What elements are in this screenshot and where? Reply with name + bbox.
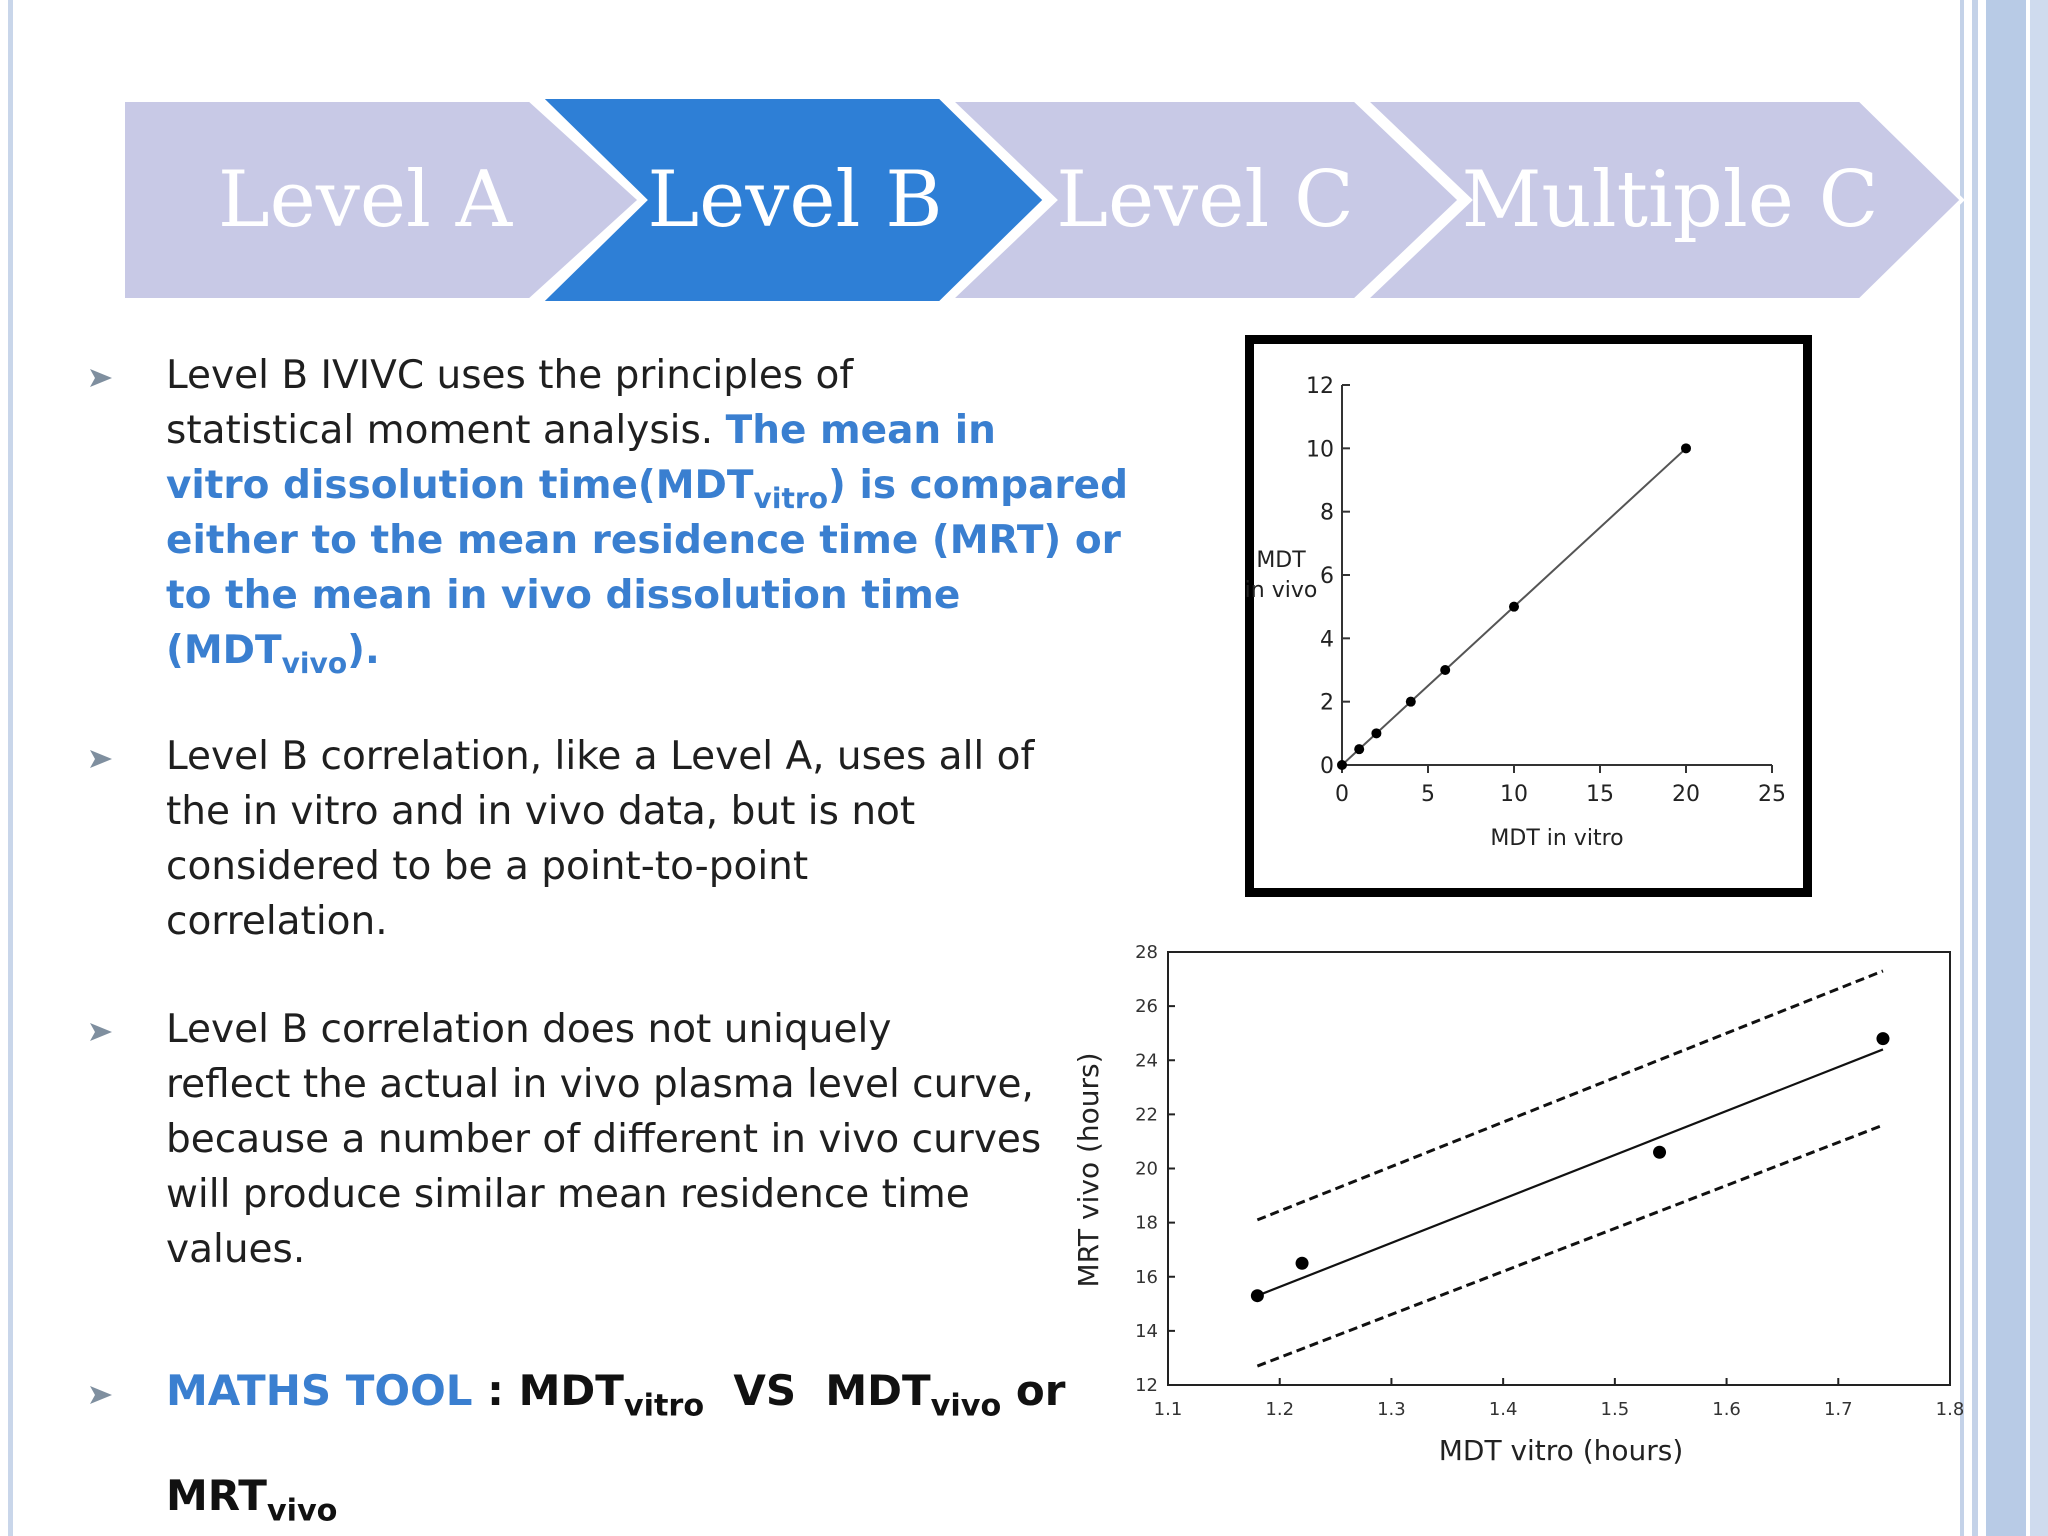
bullet-1-line-3 <box>166 458 1128 513</box>
x-tick-label: 1.1 <box>1153 1399 1183 1420</box>
plot-frame <box>1168 952 1950 1385</box>
chevron-label-level-c: Level C <box>1056 155 1354 245</box>
x-tick-label: 1.3 <box>1377 1399 1406 1420</box>
y-tick-label: 10 <box>1306 437 1334 463</box>
chart-top-svg <box>1245 335 1812 897</box>
term-mrt-vivo: MRT <box>166 1471 267 1520</box>
x-tick-label: 10 <box>1500 782 1528 807</box>
y-tick-label: 24 <box>1135 1050 1158 1072</box>
term-mdt-vitro: MDT <box>518 1366 624 1415</box>
x-tick-label: 20 <box>1672 782 1700 807</box>
y-tick-label: 4 <box>1320 627 1334 653</box>
data-point <box>1371 728 1381 738</box>
bullet-1-line-5: to the mean in vivo dissolution time <box>166 573 961 618</box>
bullet-arrow-icon <box>88 746 114 772</box>
bullet-3-line-2: reflect the actual in vivo plasma level curve, <box>166 1062 1034 1107</box>
y-axis-label: MRT vivo (hours) <box>1072 1052 1105 1288</box>
x-axis-label: MDT vitro (hours) <box>1438 1434 1684 1465</box>
x-tick-label: 15 <box>1586 782 1614 807</box>
bullet-1-highlight: ). <box>347 628 380 673</box>
bullet-1-highlight: (MDT <box>166 628 282 673</box>
subscript-vivo: vivo <box>930 1388 1002 1424</box>
bullet-1-text: statistical moment analysis. <box>166 408 726 453</box>
subscript-vivo: vivo <box>281 646 348 680</box>
data-point <box>1509 602 1519 612</box>
data-point <box>1440 665 1450 675</box>
x-axis-label: MDT in vitro <box>1490 826 1624 851</box>
y-tick-label: 28 <box>1135 942 1158 963</box>
y-tick-label: 14 <box>1135 1320 1158 1342</box>
vs-text: VS <box>704 1366 826 1415</box>
bullet-1-highlight: The mean in <box>725 408 996 453</box>
chevron-label-multiple-c: Multiple C <box>1461 155 1879 245</box>
data-point <box>1251 1289 1264 1302</box>
bullet-3-line-5: values. <box>166 1227 306 1272</box>
x-tick-label: 25 <box>1758 782 1786 807</box>
data-point <box>1406 697 1416 707</box>
x-tick-label: 1.7 <box>1823 1399 1853 1420</box>
data-point <box>1337 760 1347 770</box>
x-tick-label: 1.8 <box>1935 1399 1965 1420</box>
bullet-2-line-3: considered to be a point-to-point <box>166 844 809 889</box>
maths-tool-label: MATHS TOOL <box>166 1366 473 1415</box>
bullet-3-line-3: because a number of different in vivo curves <box>166 1117 1042 1162</box>
bullet-2-line-2: the in vitro and in vivo data, but is not <box>166 789 916 834</box>
chevron-label-level-b: Level B <box>647 155 943 245</box>
bullet-1-highlight: vitro dissolution time(MDT <box>166 463 754 508</box>
y-tick-label: 12 <box>1135 1375 1158 1396</box>
x-tick-label: 1.6 <box>1712 1399 1741 1420</box>
chart-mrt-vivo-vs-mdt-vitro <box>1050 925 2000 1465</box>
data-point <box>1653 1146 1666 1159</box>
process-chevron-bar <box>0 0 2048 320</box>
y-axis-label: MDT <box>1256 548 1306 573</box>
bullet-1-line-1: Level B IVIVC uses the principles of <box>166 353 854 398</box>
data-point <box>1296 1257 1309 1270</box>
x-tick-label: 1.4 <box>1488 1399 1518 1420</box>
y-tick-label: 12 <box>1306 374 1334 399</box>
y-axis-label: in vivo <box>1245 578 1318 603</box>
bullet-3-line-1: Level B correlation does not uniquely <box>166 1007 892 1052</box>
chevron-label-level-a: Level A <box>217 155 513 245</box>
bullet-3-line-4: will produce similar mean residence time <box>166 1172 970 1217</box>
y-tick-label: 0 <box>1320 754 1334 779</box>
subscript-vitro: vitro <box>753 481 829 515</box>
chart-mdt-vivo-vs-mdt-vitro <box>1245 335 1812 897</box>
bullet-4-line-2 <box>166 1468 338 1529</box>
bullet-arrow-icon <box>88 1382 114 1408</box>
data-point <box>1681 443 1691 453</box>
chart-frame <box>1249 339 1808 893</box>
y-tick-label: 8 <box>1320 500 1334 526</box>
bullet-1-line-2 <box>166 403 996 458</box>
lower-confidence-band <box>1257 1125 1883 1366</box>
y-tick-label: 2 <box>1320 690 1334 716</box>
y-tick-label: 22 <box>1135 1104 1158 1126</box>
regression-line <box>1257 1049 1883 1295</box>
bullet-4-line-1 <box>166 1363 1066 1424</box>
bullet-1-line-4: either to the mean residence time (MRT) or <box>166 518 1121 563</box>
subscript-vitro: vitro <box>623 1388 705 1424</box>
bullet-arrow-icon <box>88 365 114 391</box>
x-tick-label: 0 <box>1335 782 1349 807</box>
upper-confidence-band <box>1257 971 1883 1220</box>
bullet-1-highlight: ) is compared <box>828 463 1128 508</box>
y-tick-label: 26 <box>1135 996 1158 1018</box>
y-tick-label: 6 <box>1320 564 1334 589</box>
colon: : <box>472 1366 519 1415</box>
x-tick-label: 1.5 <box>1600 1399 1630 1420</box>
data-point <box>1876 1032 1889 1045</box>
y-tick-label: 18 <box>1135 1212 1158 1234</box>
bullet-2-line-1: Level B correlation, like a Level A, uses all of <box>166 734 1035 779</box>
bullet-1-line-6 <box>166 623 380 678</box>
x-tick-label: 5 <box>1421 782 1435 807</box>
y-tick-label: 16 <box>1135 1266 1158 1288</box>
bullet-2-line-4: correlation. <box>166 899 388 944</box>
or-text: or <box>1001 1366 1066 1415</box>
term-mdt-vivo: MDT <box>825 1366 931 1415</box>
x-tick-label: 1.2 <box>1265 1399 1295 1420</box>
bullet-arrow-icon <box>88 1019 114 1045</box>
subscript-vivo: vivo <box>266 1493 338 1529</box>
y-tick-label: 20 <box>1135 1158 1158 1180</box>
chart-bottom-svg <box>1050 925 2000 1465</box>
data-point <box>1354 744 1364 754</box>
